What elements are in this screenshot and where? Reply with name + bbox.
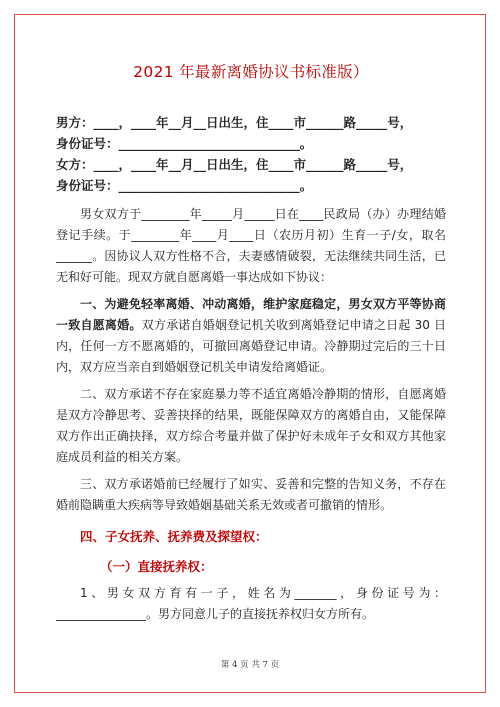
intro-paragraph: 男女双方于________年_____月_____日在____民政局（办）办理结婚登记手续。于________年____月____日（农历月初）生育一子/女，取名______。因协议人双方性格不合，夫妻感情破裂，无法继续共同生活，已无和好可能。现双方就自愿离婚一事达成如下协议： <box>56 207 446 284</box>
clause-3: 三、双方承诺婚前已经履行了如实、妥善和完整的告知义务，不存在婚前隐瞒重大疾病等导致婚姻基础关系无效或者可撤销的情形。 <box>56 477 446 512</box>
section-4-1-heading: （一）直接抚养权： <box>100 559 213 574</box>
clause-1 <box>56 294 446 378</box>
document-title: 2021 年最新离婚协议书标准版） <box>133 63 369 81</box>
woman-id-line: 身份证号：_____________________________。 <box>56 178 313 193</box>
section-4-heading: 四、子女抚养、抚养费及探望权： <box>80 529 268 544</box>
clause-1-heading: 一、为避免轻率离婚、冲动离婚，维护家庭稳定，男女双方平等协商一致自愿离婚。 <box>56 297 446 332</box>
item-1: 1、男女双方育有一子，姓名为_______，身份证号为：_______________。男方同意儿子的直接抚养权归女方所有。 <box>56 586 446 621</box>
man-info-line: 男方：____，____年__月__日出生，住____市______路_____号， <box>56 115 413 130</box>
document-body <box>56 60 446 625</box>
man-id-line: 身份证号：_____________________________。 <box>56 136 313 151</box>
woman-info-line: 女方：____，____年__月__日出生，住____市______路_____号， <box>56 157 413 172</box>
page-number: 第 4 页 共 7 页 <box>220 660 280 670</box>
clause-2: 二、双方承诺不存在家庭暴力等不适宜离婚冷静期的情形，自愿离婚是双方冷静思考、妥善抉择的结果，既能保障双方的离婚自由，又能保障双方作出正确抉择，双方综合考量并做了保护好未成年子女和双方其他家庭成员利益的相关方案。 <box>56 387 446 464</box>
clause-1-text: 双方承诺自婚姻登记机关收到离婚登记申请之日起 30 日内，任何一方不愿离婚的，可撤回离婚登记申请。冷静期过完后的三十日内，双方应当亲自到婚姻登记机关申请发给离婚证。 <box>56 318 446 374</box>
